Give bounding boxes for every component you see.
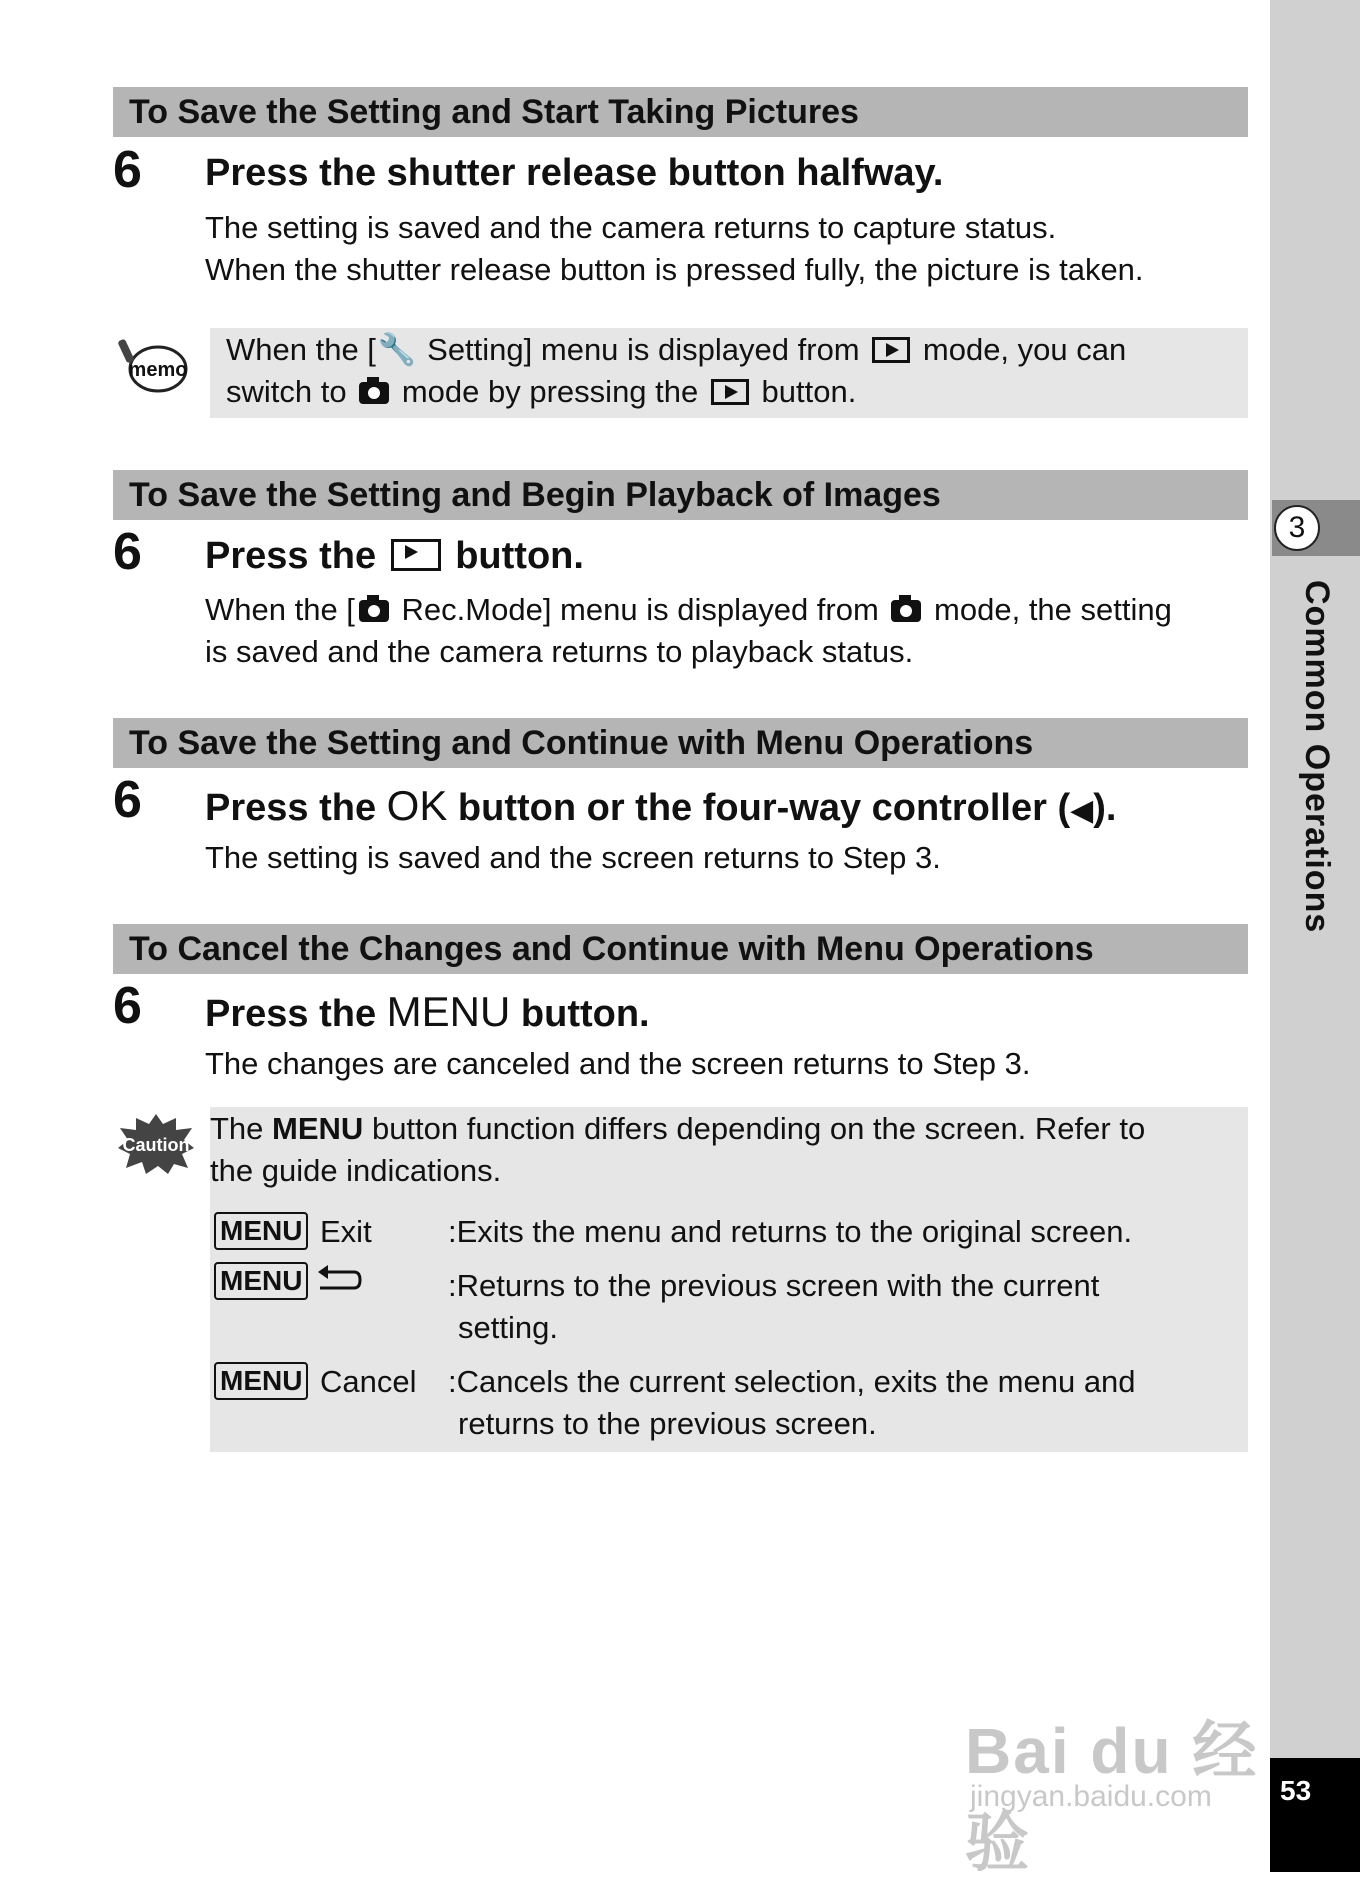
step-body-line <box>205 589 1172 631</box>
playback-icon <box>391 539 441 571</box>
caution-line-2: the guide indications. <box>210 1153 502 1188</box>
menu-label: MENU <box>272 1111 364 1146</box>
step-title-text: Press the <box>205 787 377 829</box>
camera-icon <box>891 600 921 622</box>
watermark-logo: Bai du 经验 <box>965 1715 1259 1879</box>
menu-row-desc: returns to the previous screen. <box>458 1406 877 1441</box>
section-header: To Save the Setting and Continue with Menu Operations <box>113 718 1248 768</box>
step-body-line: The setting is saved and the camera returns to capture status. <box>205 210 1057 245</box>
memo-text: switch to <box>226 374 347 409</box>
section-header: To Save the Setting and Begin Playback of Images <box>113 470 1248 520</box>
menu-key-exit <box>214 1212 308 1250</box>
menu-row-desc: :Returns to the previous screen with the current <box>448 1268 1100 1303</box>
menu-key: MENU <box>214 1212 308 1250</box>
menu-row-label: Cancel <box>320 1364 417 1399</box>
menu-button-label: MENU <box>386 988 511 1035</box>
page-number: 53 <box>1280 1775 1312 1806</box>
wrench-icon: 🔧 <box>377 332 417 367</box>
step-title: Press the shutter release button halfway. <box>205 152 944 194</box>
memo-text: mode, you can <box>922 332 1127 367</box>
chapter-title: Common Operations <box>1298 580 1336 934</box>
step-title <box>205 535 584 578</box>
step-body-text: mode, the setting <box>934 592 1172 627</box>
step-title <box>205 782 1116 830</box>
step-body-text: Rec.Mode] menu is displayed from <box>392 592 879 627</box>
memo-text: mode by pressing the <box>401 374 699 409</box>
memo-text: button. <box>761 374 857 409</box>
step-number: 6 <box>113 977 142 1035</box>
menu-key-back <box>214 1262 308 1300</box>
caution-text: The <box>210 1111 264 1146</box>
menu-row-label: Exit <box>320 1214 372 1249</box>
step-body-text: When the [ <box>205 592 355 627</box>
menu-row-desc: setting. <box>458 1310 558 1345</box>
memo-text: Setting] menu is displayed from <box>418 332 860 367</box>
chapter-number: 3 <box>1274 505 1320 551</box>
section-header: To Cancel the Changes and Continue with Menu Operations <box>113 924 1248 974</box>
step-title-text: ). <box>1093 787 1117 829</box>
step-number: 6 <box>113 141 142 199</box>
section-header: To Save the Setting and Start Taking Pictures <box>113 87 1248 137</box>
memo-line-2 <box>226 371 856 413</box>
menu-row-desc: :Cancels the current selection, exits the menu and <box>448 1364 1136 1399</box>
caution-icon-label: Caution <box>122 1135 190 1155</box>
step-number: 6 <box>113 523 142 581</box>
caution-line-1 <box>210 1108 1145 1150</box>
menu-key-cancel <box>214 1362 308 1400</box>
memo-icon-label: memo <box>128 359 188 381</box>
playback-icon <box>872 337 910 363</box>
menu-row-desc: :Exits the menu and returns to the original screen. <box>448 1214 1133 1249</box>
step-title-text: button. <box>520 993 650 1035</box>
memo-line-1 <box>226 329 1126 371</box>
watermark <box>965 1680 1265 1879</box>
watermark-url: jingyan.baidu.com <box>970 1780 1212 1813</box>
step-title-text: button. <box>455 535 584 577</box>
step-body-line: The setting is saved and the screen returns to Step 3. <box>205 840 941 875</box>
step-number: 6 <box>113 771 142 829</box>
back-arrow-icon <box>314 1262 364 1296</box>
step-title <box>205 988 650 1036</box>
camera-icon <box>359 382 389 404</box>
caution-text: button function differs depending on the screen. Refer to <box>371 1111 1146 1146</box>
step-title-text: Press the <box>205 993 377 1035</box>
ok-button-label: OK <box>386 782 448 829</box>
step-body-line: The changes are canceled and the screen returns to Step 3. <box>205 1046 1031 1081</box>
step-title-text: Press the <box>205 535 377 577</box>
step-title-text: button or the four-way controller ( <box>457 787 1071 829</box>
caution-icon <box>116 1112 196 1174</box>
step-body-line: is saved and the camera returns to playback status. <box>205 634 914 669</box>
camera-icon <box>359 600 389 622</box>
menu-key: MENU <box>214 1362 308 1400</box>
memo-text: When the [ <box>226 332 376 367</box>
playback-icon <box>711 379 749 405</box>
left-arrow-icon: ◀ <box>1070 794 1094 827</box>
side-strip <box>1270 0 1360 1872</box>
menu-key: MENU <box>214 1262 308 1300</box>
step-body-line: When the shutter release button is pressed fully, the picture is taken. <box>205 252 1144 287</box>
memo-icon <box>118 335 188 395</box>
